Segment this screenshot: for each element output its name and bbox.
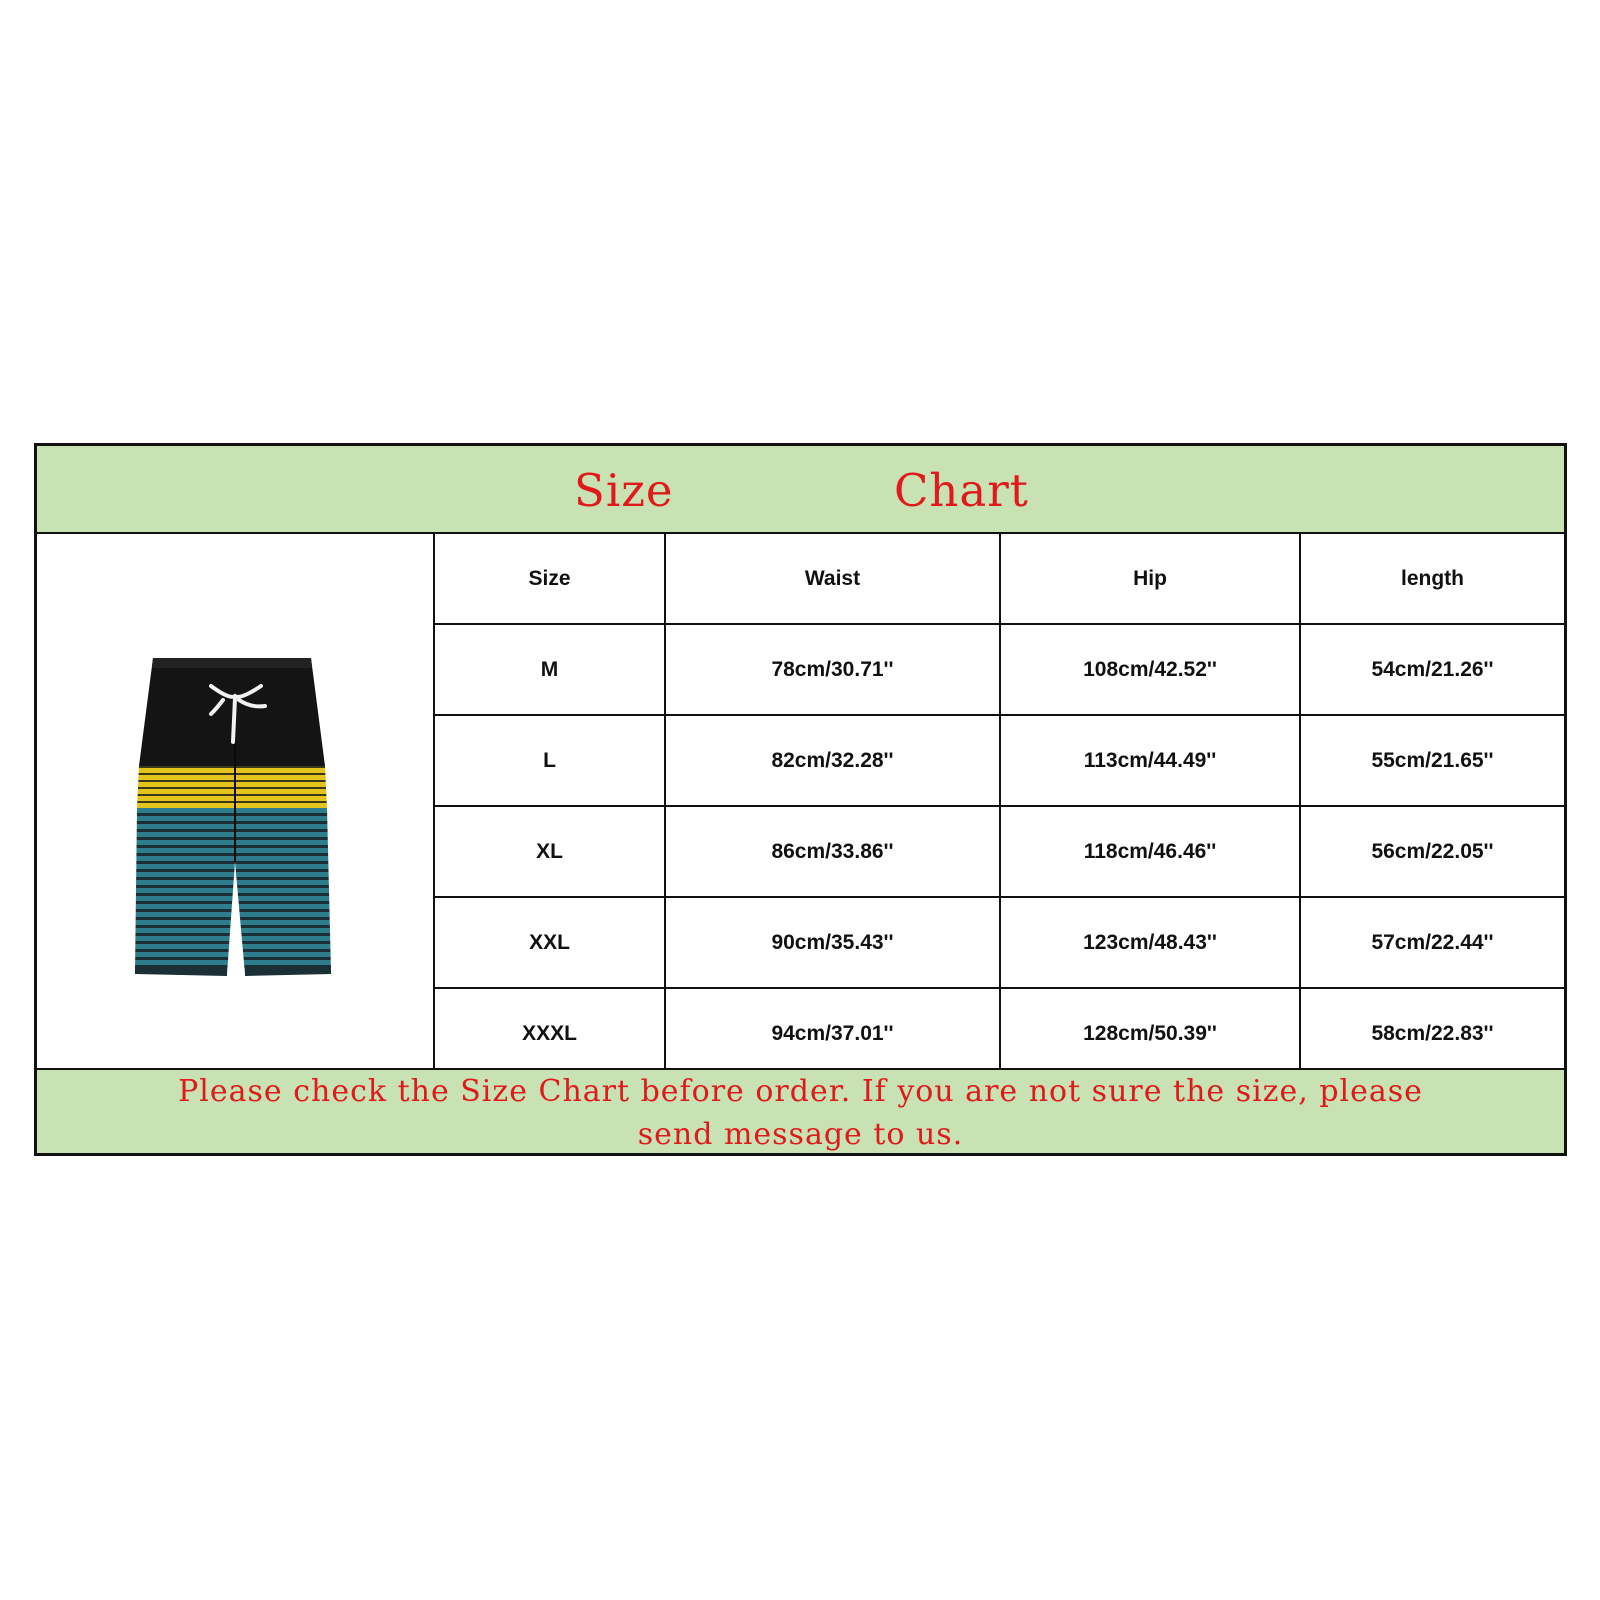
- table-row: [435, 806, 1564, 897]
- table-row: [435, 624, 1564, 715]
- note-band: [37, 1068, 1564, 1153]
- header-length: length: [1300, 534, 1564, 624]
- title-band: [37, 446, 1564, 534]
- length-cell: 54cm/21.26'': [1300, 624, 1564, 715]
- length-cell: 55cm/21.65'': [1300, 715, 1564, 806]
- table-header-row: [435, 534, 1564, 624]
- waist-cell: 82cm/32.28'': [665, 715, 1000, 806]
- product-photo-cell: [37, 534, 435, 1068]
- hip-cell: 108cm/42.52'': [1000, 624, 1300, 715]
- hip-cell: 113cm/44.49'': [1000, 715, 1300, 806]
- waist-cell: 94cm/37.01'': [665, 988, 1000, 1078]
- table-row: [435, 897, 1564, 988]
- size-chart: [34, 443, 1567, 1156]
- hip-cell: 118cm/46.46'': [1000, 806, 1300, 897]
- table-row: [435, 715, 1564, 806]
- size-cell: L: [435, 715, 665, 806]
- length-cell: 56cm/22.05'': [1300, 806, 1564, 897]
- header-hip: Hip: [1000, 534, 1300, 624]
- hip-cell: 123cm/48.43'': [1000, 897, 1300, 988]
- waist-cell: 78cm/30.71'': [665, 624, 1000, 715]
- size-cell: XXXL: [435, 988, 665, 1078]
- title-size-word: Size: [574, 464, 674, 517]
- hip-cell: 128cm/50.39'': [1000, 988, 1300, 1078]
- waist-cell: 90cm/35.43'': [665, 897, 1000, 988]
- size-cell: XXL: [435, 897, 665, 988]
- length-cell: 57cm/22.44'': [1300, 897, 1564, 988]
- header-size: Size: [435, 534, 665, 624]
- table-row: [435, 988, 1564, 1078]
- size-table: [435, 534, 1564, 1078]
- board-shorts-icon: [135, 656, 335, 976]
- note-line-2: send message to us.: [637, 1117, 964, 1152]
- note-line-1: Please check the Size Chart before order. If you are not sure the size, please: [178, 1074, 1423, 1109]
- header-waist: Waist: [665, 534, 1000, 624]
- title-chart-word: Chart: [894, 464, 1029, 517]
- length-cell: 58cm/22.83'': [1300, 988, 1564, 1078]
- size-cell: M: [435, 624, 665, 715]
- waist-cell: 86cm/33.86'': [665, 806, 1000, 897]
- size-cell: XL: [435, 806, 665, 897]
